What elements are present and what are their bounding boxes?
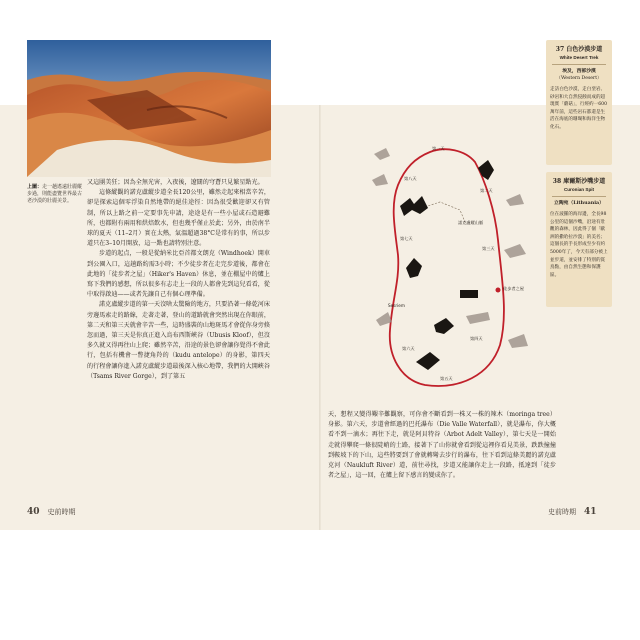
hike-start-marker bbox=[496, 288, 501, 293]
paragraph: 天，想程又變得艱辛難觀察，可你會不斷看到一株又一株的辣木（moringa tree）身影。第六天，步道會經過的巴托瀑布（Die Valle Waterfall），就是瀑布，你大概看不到一滴水；再往下走，就是阿貝特谷（Arbot Adelt Valley），第七天是一開始走就得攀爬一條很陡峭的土路，接著下了山你就會看到從這裡你看見美景，跌跌撞撞到鞍坡下的下山，這些將要到了會就轉彎去步行的瀑布，往下看到這條美麗的諾克盧克河（Naukluft River）道，前往尋找，步道又能讓你走上一段路，抵達到「徒步者之屋」，這一回，在爐上留下感言的變成你了。 bbox=[328, 411, 556, 480]
map-label-day: 第四天 bbox=[470, 336, 483, 341]
sidebar-title-en: White Desert Trek bbox=[559, 55, 599, 60]
paragraph: 這條縱觀的諾克盧縱步道全長120公里，雖然走起來相當辛苦，卻是探索這個零浮染自然地帶的絕佳途徑：因為很受歡迎卻又有管制，所以上路之前一定要事先申請，途途是有一些小屋或石造避難所，也都附有兩用和烘焙飲水，但也幾乎僅止於此；另外，由於南半球的夏天（11–2月）實在太熱，氣溫超過38°C是常有的事，所以步道只在3–10月開放，這一點也請特別注意。 bbox=[87, 189, 270, 248]
trail-map bbox=[370, 140, 532, 398]
sidebar-curonian-spit bbox=[546, 172, 612, 307]
sidebar-white-desert bbox=[546, 40, 612, 165]
map-label-range: 諾克盧縱山脈 bbox=[458, 220, 484, 225]
sidebar-location-sub: （Western Desert） bbox=[556, 76, 602, 81]
map-label-day: 第二天 bbox=[480, 188, 493, 193]
sidebar-location: 埃及，西部沙漠 bbox=[562, 68, 596, 74]
sidebar-title: 37 白色沙漠步道 bbox=[555, 46, 603, 53]
page-gutter bbox=[319, 105, 321, 530]
map-label-day: 第六天 bbox=[402, 346, 415, 351]
left-folio bbox=[27, 507, 76, 517]
sidebar-divider bbox=[552, 64, 606, 65]
map-label-waypoint: Sesriem bbox=[388, 303, 405, 308]
paragraph: 諾克盧縱步道的第一天沒啥太驚險的地方，只要沿著一條乾河床旁邊馬索走的路線，走著走著，登山的道路就會突然出現在你眼前，第二天和第三天就會辛苦一些，這時盛裝的山地斑馬才會從你身旁倏忽而過，第三天是你真正進入烏布西斯峽谷（Ubusis Kloof），但沒多久就又得再往山上爬；雖然辛苦，沿途的景色卻會讓你覺得不會此行，包括有機會一瞥捷角羚的（kudu antelope）的身影，第四天的行程會讓你進入諾克盧縱步道最後深入核心地帶，我們的大開峽谷（Tsams River Gorge），到了第五 bbox=[87, 301, 270, 380]
sidebar-divider bbox=[552, 196, 606, 197]
page-number: 41 bbox=[584, 507, 597, 517]
paragraph: 步道的起点，一般是從納米比亞首都文朗克（Windhoek）開車到公園入口，這趟路約需3小時；不少徒步者在走完步道後，都會在此地的「徒步者之屋」（Hiker's Haven）休息，並在棚屋中的爐上寫下我們的感想，所以很多有志走上一段的人都會先到這兒看看，從中取得啟迪——或者先讓自己有個心理準備。 bbox=[87, 250, 270, 299]
right-body-text bbox=[328, 410, 556, 481]
photo-caption bbox=[27, 184, 83, 205]
sidebar-location: 立陶宛（Lithuania） bbox=[554, 200, 604, 206]
sidebar-title-en: Curonian Spit bbox=[563, 187, 595, 192]
sidebar-title: 38 庫爾斯沙嘴步道 bbox=[552, 178, 606, 185]
map-label-day: 第三天 bbox=[482, 246, 495, 251]
map-label-day: 第五天 bbox=[440, 376, 453, 381]
page-number: 40 bbox=[27, 507, 40, 517]
map-label-start: 徒步者之屋 bbox=[503, 286, 524, 291]
sidebar-body: 位在波羅的海岸邊，全長98公里的這個沙嘴，沿途有壯觀的森林，因此得了個「歐洲的撒哈拉沙漠」的美名；這個長的手長形成至少有約5000年了，今天有部分被上並步道，並安排了特別的賞鳥點，由自然生態和保護區。 bbox=[550, 212, 608, 278]
map-label-day: 第八天 bbox=[404, 176, 417, 181]
left-body-text bbox=[87, 178, 270, 382]
map-label-day: 第一天 bbox=[432, 146, 445, 151]
map-label-day: 第七天 bbox=[400, 236, 413, 241]
right-folio bbox=[548, 507, 605, 517]
running-head: 史前時期 bbox=[47, 508, 76, 516]
caption-label: 上圖： bbox=[27, 184, 43, 190]
desert-dunes-photo bbox=[27, 40, 271, 177]
caption-text: 走一趟遙遠壯麗縱步過，則能盡覽世界最古老沙漠的壯麗美景。 bbox=[27, 184, 83, 204]
sidebar-body: 走訪白色沙漠，走白堊岩、砂岩和大自然侵蝕而成的超現實「蘑菇」，行經約一600萬年前，這些岩石都還是生活在海底的珊瑚和海洋生物化石。 bbox=[550, 87, 608, 130]
paragraph: 又這團美狂；因為全無光害，入夜後，遼闊的穹蒼只見繁星點光。 bbox=[87, 179, 264, 186]
running-head: 史前時期 bbox=[548, 508, 576, 516]
